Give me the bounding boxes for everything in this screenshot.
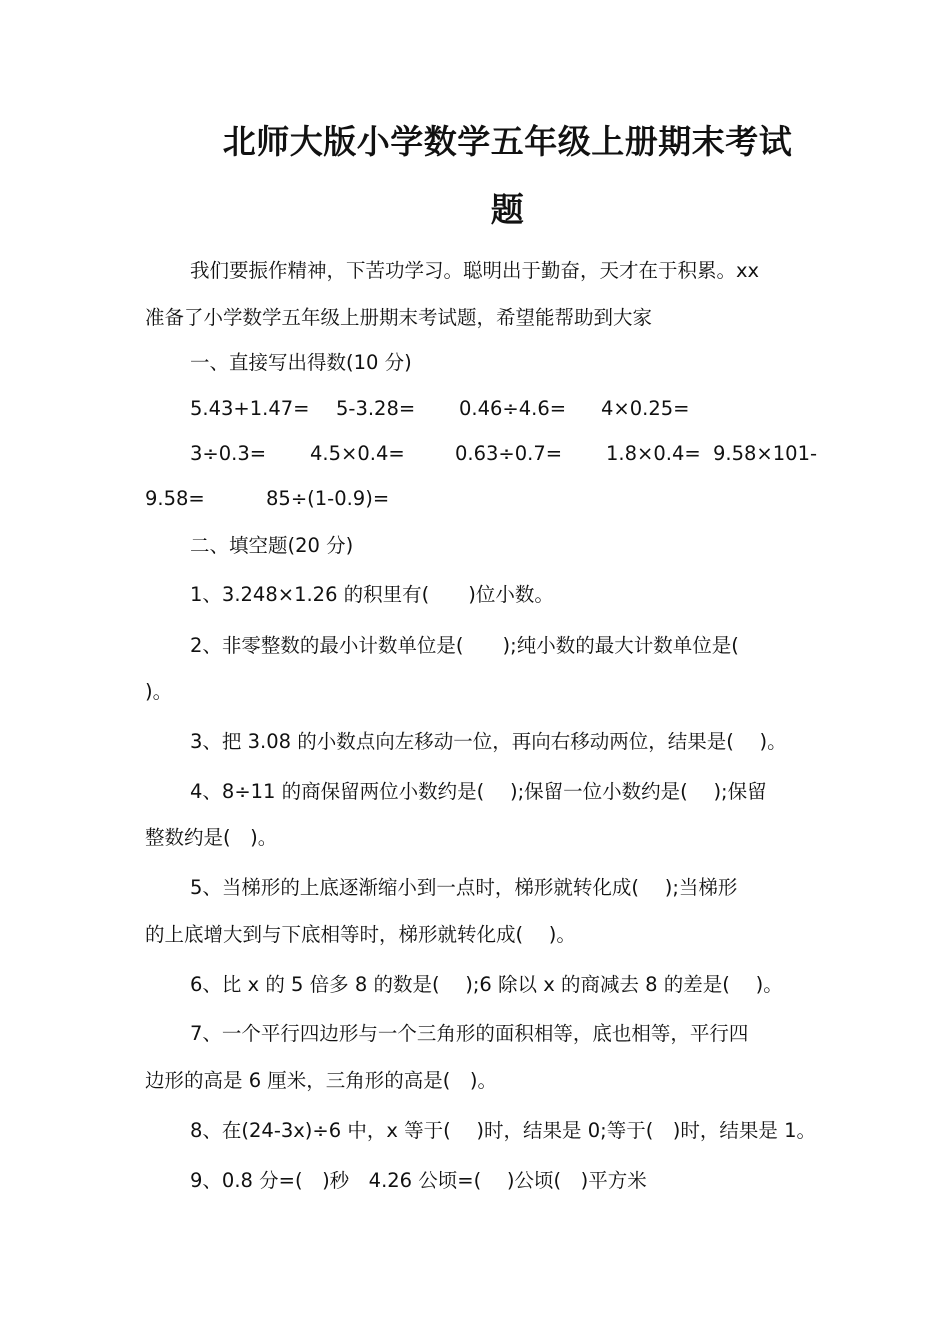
question-line: 8、在(24-3x)÷6 中，x 等于( )时，结果是 0;等于( )时，结果是 1。: [190, 1119, 817, 1142]
arithmetic-item: 0.46÷4.6=: [459, 397, 567, 420]
question-line: 9、0.8 分=( )秒 4.26 公顷=( )公顷( )平方米: [190, 1169, 647, 1192]
question-line: )。: [145, 680, 173, 703]
question-line: 整数约是( )。: [145, 826, 278, 849]
section-1-heading: 一、直接写出得数(10 分): [190, 351, 412, 374]
arithmetic-item: 3÷0.3=: [190, 442, 267, 465]
document-title-line-1: 北师大版小学数学五年级上册期末考试: [222, 122, 793, 161]
question-line: 4、8÷11 的商保留两位小数约是( );保留一位小数约是( );保留: [190, 780, 767, 803]
arithmetic-item: 9.58=: [145, 487, 205, 510]
question-line: 2、非零整数的最小计数单位是( );纯小数的最大计数单位是(: [190, 634, 739, 657]
arithmetic-item: 1.8×0.4=: [606, 442, 701, 465]
question-line: 3、把 3.08 的小数点向左移动一位，再向右移动两位，结果是( )。: [190, 730, 787, 753]
arithmetic-item: 85÷(1-0.9)=: [266, 487, 390, 510]
arithmetic-item: 0.63÷0.7=: [455, 442, 563, 465]
question-line: 6、比 x 的 5 倍多 8 的数是( );6 除以 x 的商减去 8 的差是( )。: [190, 973, 783, 996]
arithmetic-item: 4.5×0.4=: [310, 442, 405, 465]
section-2-heading: 二、填空题(20 分): [190, 534, 354, 557]
arithmetic-item: 5-3.28=: [336, 397, 416, 420]
question-line: 7、一个平行四边形与一个三角形的面积相等，底也相等，平行四: [190, 1022, 749, 1045]
question-line: 1、3.248×1.26 的积里有( )位小数。: [190, 583, 554, 606]
document-title-line-2: 题: [490, 190, 525, 229]
arithmetic-item: 9.58×101-: [713, 442, 818, 465]
intro-line-2: 准备了小学数学五年级上册期末考试题，希望能帮助到大家: [145, 306, 653, 329]
intro-line-1: 我们要振作精神，下苦功学习。聪明出于勤奋，天才在于积累。xx: [190, 259, 760, 282]
arithmetic-item: 4×0.25=: [601, 397, 690, 420]
question-line: 边形的高是 6 厘米，三角形的高是( )。: [145, 1069, 498, 1092]
question-line: 5、当梯形的上底逐渐缩小到一点时，梯形就转化成( );当梯形: [190, 876, 738, 899]
question-line: 的上底增大到与下底相等时，梯形就转化成( )。: [145, 923, 576, 946]
arithmetic-item: 5.43+1.47=: [190, 397, 310, 420]
